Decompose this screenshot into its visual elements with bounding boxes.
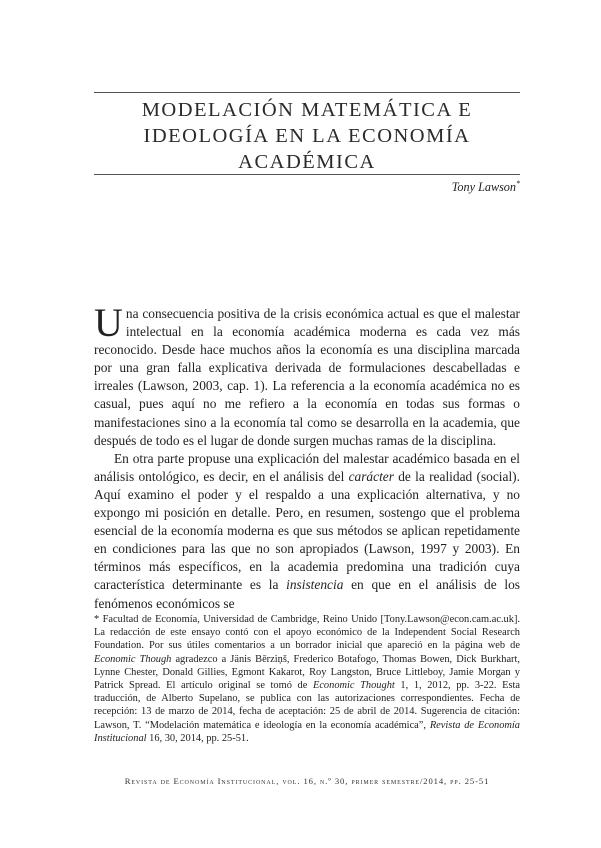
drop-cap: U: [94, 300, 123, 345]
paragraph-1-text: na consecuencia positiva de la crisis económica actual es que el malestar intelectual en la economía académica moderna es cada vez más reconocido. Desde hace muchos años la economía es una disciplina marcada por una gran falla explicativa derivada de formulaciones descabelladas e irreales (Lawson, 2003, cap. 1). La referencia a la economía académica no es casual, pues aquí no me refiero a la economía en todas sus formas o manifestaciones sino a la economía tal como se desarrolla en la academia, que después de todo es el lugar de donde surgen muchas ramas de la disciplina.: [94, 306, 520, 448]
footnote-text-2: agradezco a Jänis Bērziņš, Frederico Botafogo, Thomas Bowen, Dick Burkhart, Lynne Chester, Donald Gillies, Egmont Kakarot, Roy Langston, Bruce Littleboy, Jamie Morgan y Patrick Spread. El artículo original se tomó de: [94, 653, 520, 692]
footnote-italic-2: Economic Thought: [312, 680, 395, 692]
footnote: [94, 613, 520, 745]
footnote-text-1: * Facultad de Economía, Universidad de Cambridge, Reino Unido [Tony.Lawson@econ.cam.ac.uk]. La redacción de este ensayo contó con el apoyo económico de la Independent Social Research Foundation. Por sus útiles comentarios a un borrador inicial que apareció en la página web de: [94, 614, 520, 652]
title-bottom-rule: [94, 174, 520, 175]
paragraph-2-text-c: en que en el análisis de los fenómenos económicos se: [94, 577, 520, 611]
paragraph-2-emphasis-insistencia: insistencia: [286, 577, 344, 593]
top-rule: [94, 92, 520, 93]
footnote-italic-3: Revista de Economía Institucional: [94, 719, 520, 744]
paragraph-2-text-a: En otra parte propuse una explicación del malestar académico basada en el análisis ontológico, es decir, en el análisis del: [94, 450, 520, 484]
author-text: Tony Lawson: [451, 180, 516, 195]
paragraph-1: [94, 300, 520, 450]
title-line-1: MODELACIÓN MATEMÁTICA E: [141, 99, 473, 121]
paragraph-2-emphasis-caracter: carácter: [348, 468, 394, 484]
author-footnote-mark: *: [516, 179, 520, 188]
title-line-3: ACADÉMICA: [238, 151, 376, 173]
running-footer: Revista de Economía Institucional, vol. 16, n.º 30, primer semestre/2014, pp. 25-51: [124, 776, 490, 786]
footnote-italic-1: Economic Though: [94, 653, 172, 665]
title-line-2: IDEOLOGÍA EN LA ECONOMÍA: [143, 125, 471, 147]
footnote-text-4: 16, 30, 2014, pp. 25-51.: [146, 732, 249, 744]
article-body: [94, 300, 520, 613]
paragraph-2-text-b: de la realidad (social). Aquí examino el poder y el respaldo a una explicación alternativa, y no expongo mi posición en detalle. Pero, en resumen, sostengo que el problema esencial de la economía moderna es que sus métodos se aplican repetidamente en condiciones para las que no son apropiados (Lawson, 1997 y 2003). En términos más específicos, en la academia predomina una tradición cuya característica determinante es la: [94, 468, 520, 593]
article-title: [94, 97, 520, 175]
paragraph-2: [94, 450, 520, 613]
author-name: [452, 179, 520, 195]
footnote-text-3: 1, 1, 2012, pp. 3-22. Esta traducción, de Alberto Supelano, se publica con las autorizaciones correspondientes. Fecha de recepción: 13 de marzo de 2014, fecha de aceptación: 25 de abril de 2014. Sugerencia de citación: Lawson, T. “Modelación matemática e ideología en la economía académica”,: [94, 680, 520, 731]
